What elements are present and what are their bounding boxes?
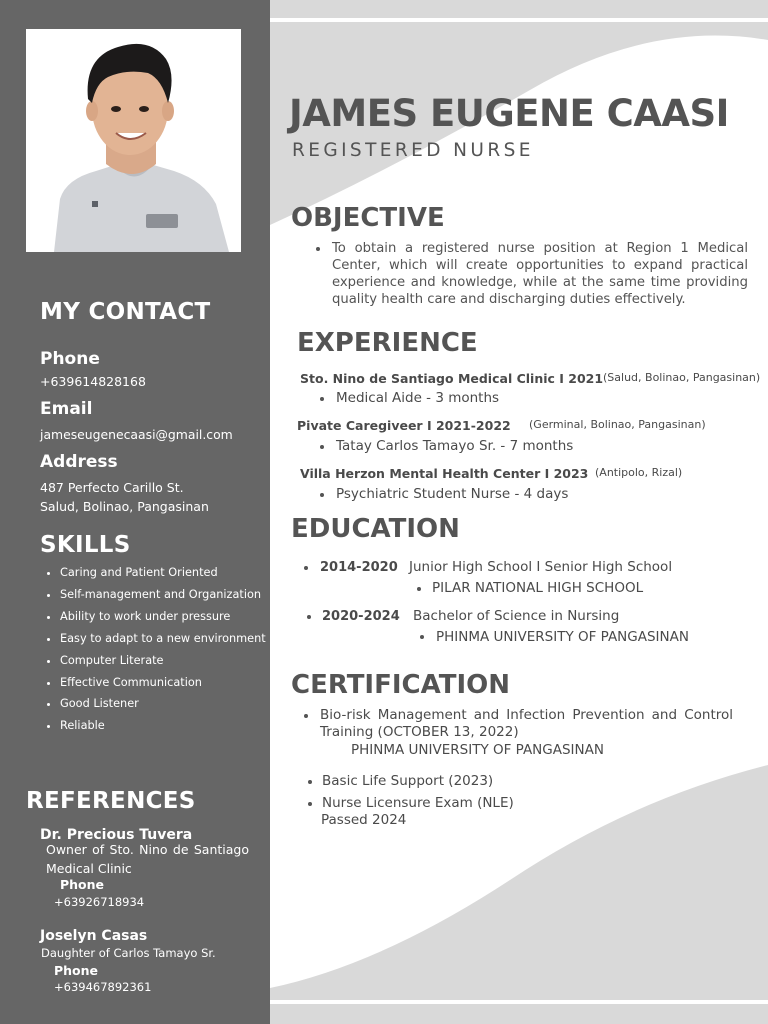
reference-phone-label: Phone (60, 877, 105, 892)
main-content (270, 0, 768, 1024)
education-program: Junior High School I Senior High School (409, 559, 673, 575)
experience-role: Tatay Carlos Tamayo Sr. - 7 months (336, 438, 574, 454)
skill-item: • Ability to work under pressure (60, 606, 275, 628)
reference-phone[interactable]: +63926718934 (54, 895, 145, 909)
bullet-icon (304, 566, 308, 570)
experience-location: (Germinal, Bolinao, Pangasinan) (529, 418, 706, 431)
bullet-icon (320, 493, 324, 497)
objective-text: To obtain a registered nurse position at Region 1 Medical Center, which will create opportunities to expand practical experience and knowledge, while at the same time providing quality health care and discharging duties effectively. (332, 241, 748, 307)
certification-item: Bio-risk Management and Infection Prevention and Control Training (OCTOBER 13, 2022) (320, 707, 733, 740)
experience-organization: Sto. Nino de Santiago Medical Clinic I 2021 (300, 371, 604, 386)
education-school: PILAR NATIONAL HIGH SCHOOL (432, 580, 644, 596)
reference-phone-label: Phone (54, 963, 99, 978)
sidebar (0, 0, 270, 1024)
reference-phone[interactable]: +639467892361 (54, 980, 152, 994)
bullet-icon (316, 247, 320, 251)
reference-role: Daughter of Carlos Tamayo Sr. (41, 946, 216, 960)
experience-role: Psychiatric Student Nurse - 4 days (336, 486, 569, 502)
references-heading: REFERENCES (26, 788, 196, 814)
skill-item: • Self-management and Organization (60, 584, 275, 606)
skills-heading: SKILLS (40, 532, 131, 558)
experience-organization: Villa Herzon Mental Health Center I 2023 (300, 466, 589, 481)
address-label: Address (40, 452, 118, 472)
certification-item: Nurse Licensure Exam (NLE) (322, 795, 514, 811)
email-label: Email (40, 399, 93, 419)
certification-issuer: PHINMA UNIVERSITY OF PANGASINAN (351, 742, 604, 758)
skill-item: • Good Listener (60, 693, 275, 715)
job-title: REGISTERED NURSE (292, 140, 534, 161)
education-school: PHINMA UNIVERSITY OF PANGASINAN (436, 629, 689, 645)
bullet-icon (420, 635, 424, 639)
certification-heading: CERTIFICATION (291, 670, 510, 700)
reference-name: Joselyn Casas (40, 928, 148, 944)
objective-heading: OBJECTIVE (291, 203, 445, 233)
bullet-icon (308, 802, 312, 806)
skill-item: • Reliable (60, 715, 275, 737)
experience-organization: Pivate Caregiveer I 2021-2022 (297, 418, 511, 433)
skill-item: • Computer Literate (60, 650, 275, 672)
skill-item: • Caring and Patient Oriented (60, 562, 275, 584)
bullet-icon (307, 615, 311, 619)
experience-location: (Antipolo, Rizal) (595, 466, 683, 479)
bullet-icon (320, 397, 324, 401)
experience-heading: EXPERIENCE (297, 328, 478, 358)
certification-note: Passed 2024 (321, 812, 407, 828)
skills-list (44, 562, 275, 737)
phone-label: Phone (40, 349, 100, 369)
reference-role: Owner of Sto. Nino de Santiago Medical Clinic (46, 842, 249, 876)
person-avatar-icon (26, 29, 241, 252)
education-program: Bachelor of Science in Nursing (413, 608, 620, 624)
certification-item: Basic Life Support (2023) (322, 773, 494, 789)
education-heading: EDUCATION (291, 514, 460, 544)
reference-name: Dr. Precious Tuvera (40, 827, 193, 843)
education-years: 2020-2024 (322, 609, 400, 624)
experience-location: (Salud, Bolinao, Pangasinan) (603, 371, 761, 384)
bullet-icon (304, 714, 308, 718)
email-value[interactable]: jameseugenecaasi@gmail.com (40, 427, 233, 442)
address-line-2: Salud, Bolinao, Pangasinan (40, 499, 209, 514)
address-line-1: 487 Perfecto Carillo St. (40, 480, 184, 495)
contact-heading: MY CONTACT (40, 299, 211, 325)
experience-role: Medical Aide - 3 months (336, 390, 500, 406)
bullet-icon (308, 780, 312, 784)
skill-item: • Easy to adapt to a new environment (60, 628, 275, 650)
profile-photo (26, 29, 241, 252)
skill-item: • Effective Communication (60, 672, 275, 694)
bullet-icon (417, 587, 421, 591)
phone-value[interactable]: +639614828168 (40, 374, 146, 389)
education-years: 2014-2020 (320, 560, 398, 575)
bullet-icon (320, 445, 324, 449)
person-name: JAMES EUGENE CAASI (289, 92, 729, 135)
